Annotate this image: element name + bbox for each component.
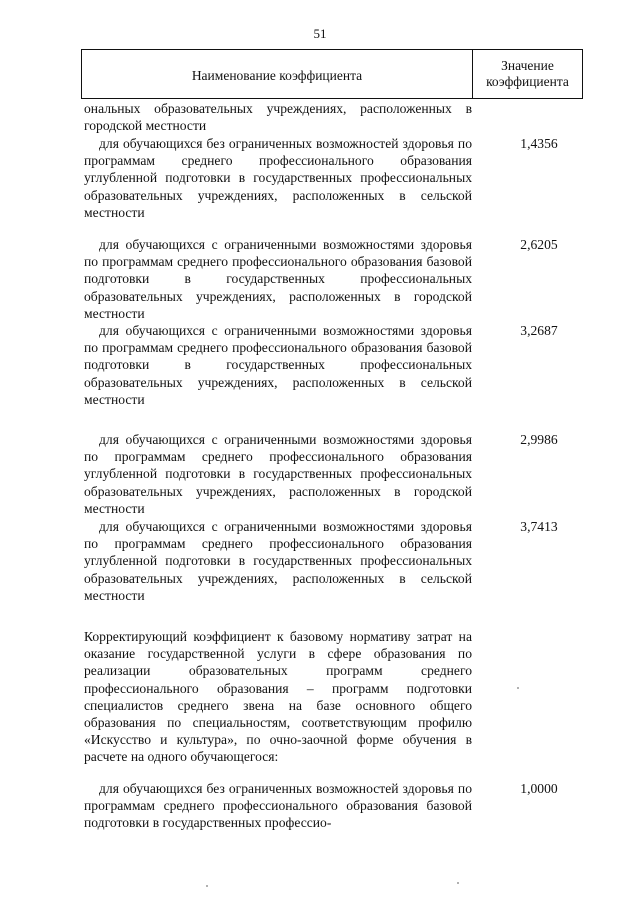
- coefficient-name: Корректирующий коэффициент к базовому нормативу затрат на оказание государственной услуги в сфере образования по реализации образовательных программ среднего профессионального образования – программ подготовки специалистов среднего звена на базе основного общего образования по специальностям, соответствующим профилю «Искусство и культура», по очно-заочной форме обучения в расчете на одного обучающегося:: [84, 629, 472, 765]
- table-row: [84, 780, 584, 832]
- table-row: [84, 322, 584, 408]
- scan-speck: [457, 882, 459, 884]
- coefficient-value: 3,7413: [520, 519, 558, 534]
- coefficient-name: для обучающихся без ограниченных возможностей здоровья по программам среднего профессионального образования углубленной подготовки в государственных профессиональных образовательных учреждениях, расположенных в сельской местности: [84, 136, 472, 220]
- header-value-column: [473, 50, 582, 98]
- table-row: [84, 518, 584, 604]
- table-row: [84, 431, 584, 517]
- table-header: [81, 49, 583, 99]
- coefficient-name: для обучающихся с ограниченными возможностями здоровья по программам среднего профессионального образования углубленной подготовки в государственных профессиональных образовательных учреждениях, расположенных в сельской местности: [84, 519, 472, 603]
- table-row: [84, 236, 584, 322]
- coefficient-value: 2,6205: [520, 237, 558, 252]
- header-value-line1: Значение: [501, 58, 554, 73]
- coefficient-name: ональных образовательных учреждениях, расположенных в городской местности: [84, 101, 472, 134]
- scan-speck: [517, 687, 519, 689]
- header-value-line2: коэффициента: [486, 74, 569, 89]
- coefficient-value: 3,2687: [520, 323, 558, 338]
- coefficient-value: 1,0000: [520, 781, 558, 796]
- table-row: [84, 628, 584, 766]
- coefficient-name: для обучающихся без ограниченных возможностей здоровья по программам среднего профессионального образования базовой подготовки в государственных профессио-: [84, 781, 472, 831]
- scan-speck: [206, 885, 208, 887]
- coefficient-name: для обучающихся с ограниченными возможностями здоровья по программам среднего профессионального образования базовой подготовки в государственных профессиональных образовательных учреждениях, расположенных в городской местности: [84, 237, 472, 321]
- coefficient-value: 1,4356: [520, 136, 558, 151]
- table-row: [84, 135, 584, 221]
- page-number: 51: [313, 26, 327, 41]
- coefficient-value: 2,9986: [520, 432, 558, 447]
- coefficient-name: для обучающихся с ограниченными возможностями здоровья по программам среднего профессионального образования базовой подготовки в государственных профессиональных образовательных учреждениях, расположенных в сельской местности: [84, 323, 472, 407]
- coefficient-name: для обучающихся с ограниченными возможностями здоровья по программам среднего профессионального образования углубленной подготовки в государственных профессиональных образовательных учреждениях, расположенных в городской местности: [84, 432, 472, 516]
- header-name-column: Наименование коэффициента: [82, 50, 473, 98]
- table-row: [84, 100, 584, 134]
